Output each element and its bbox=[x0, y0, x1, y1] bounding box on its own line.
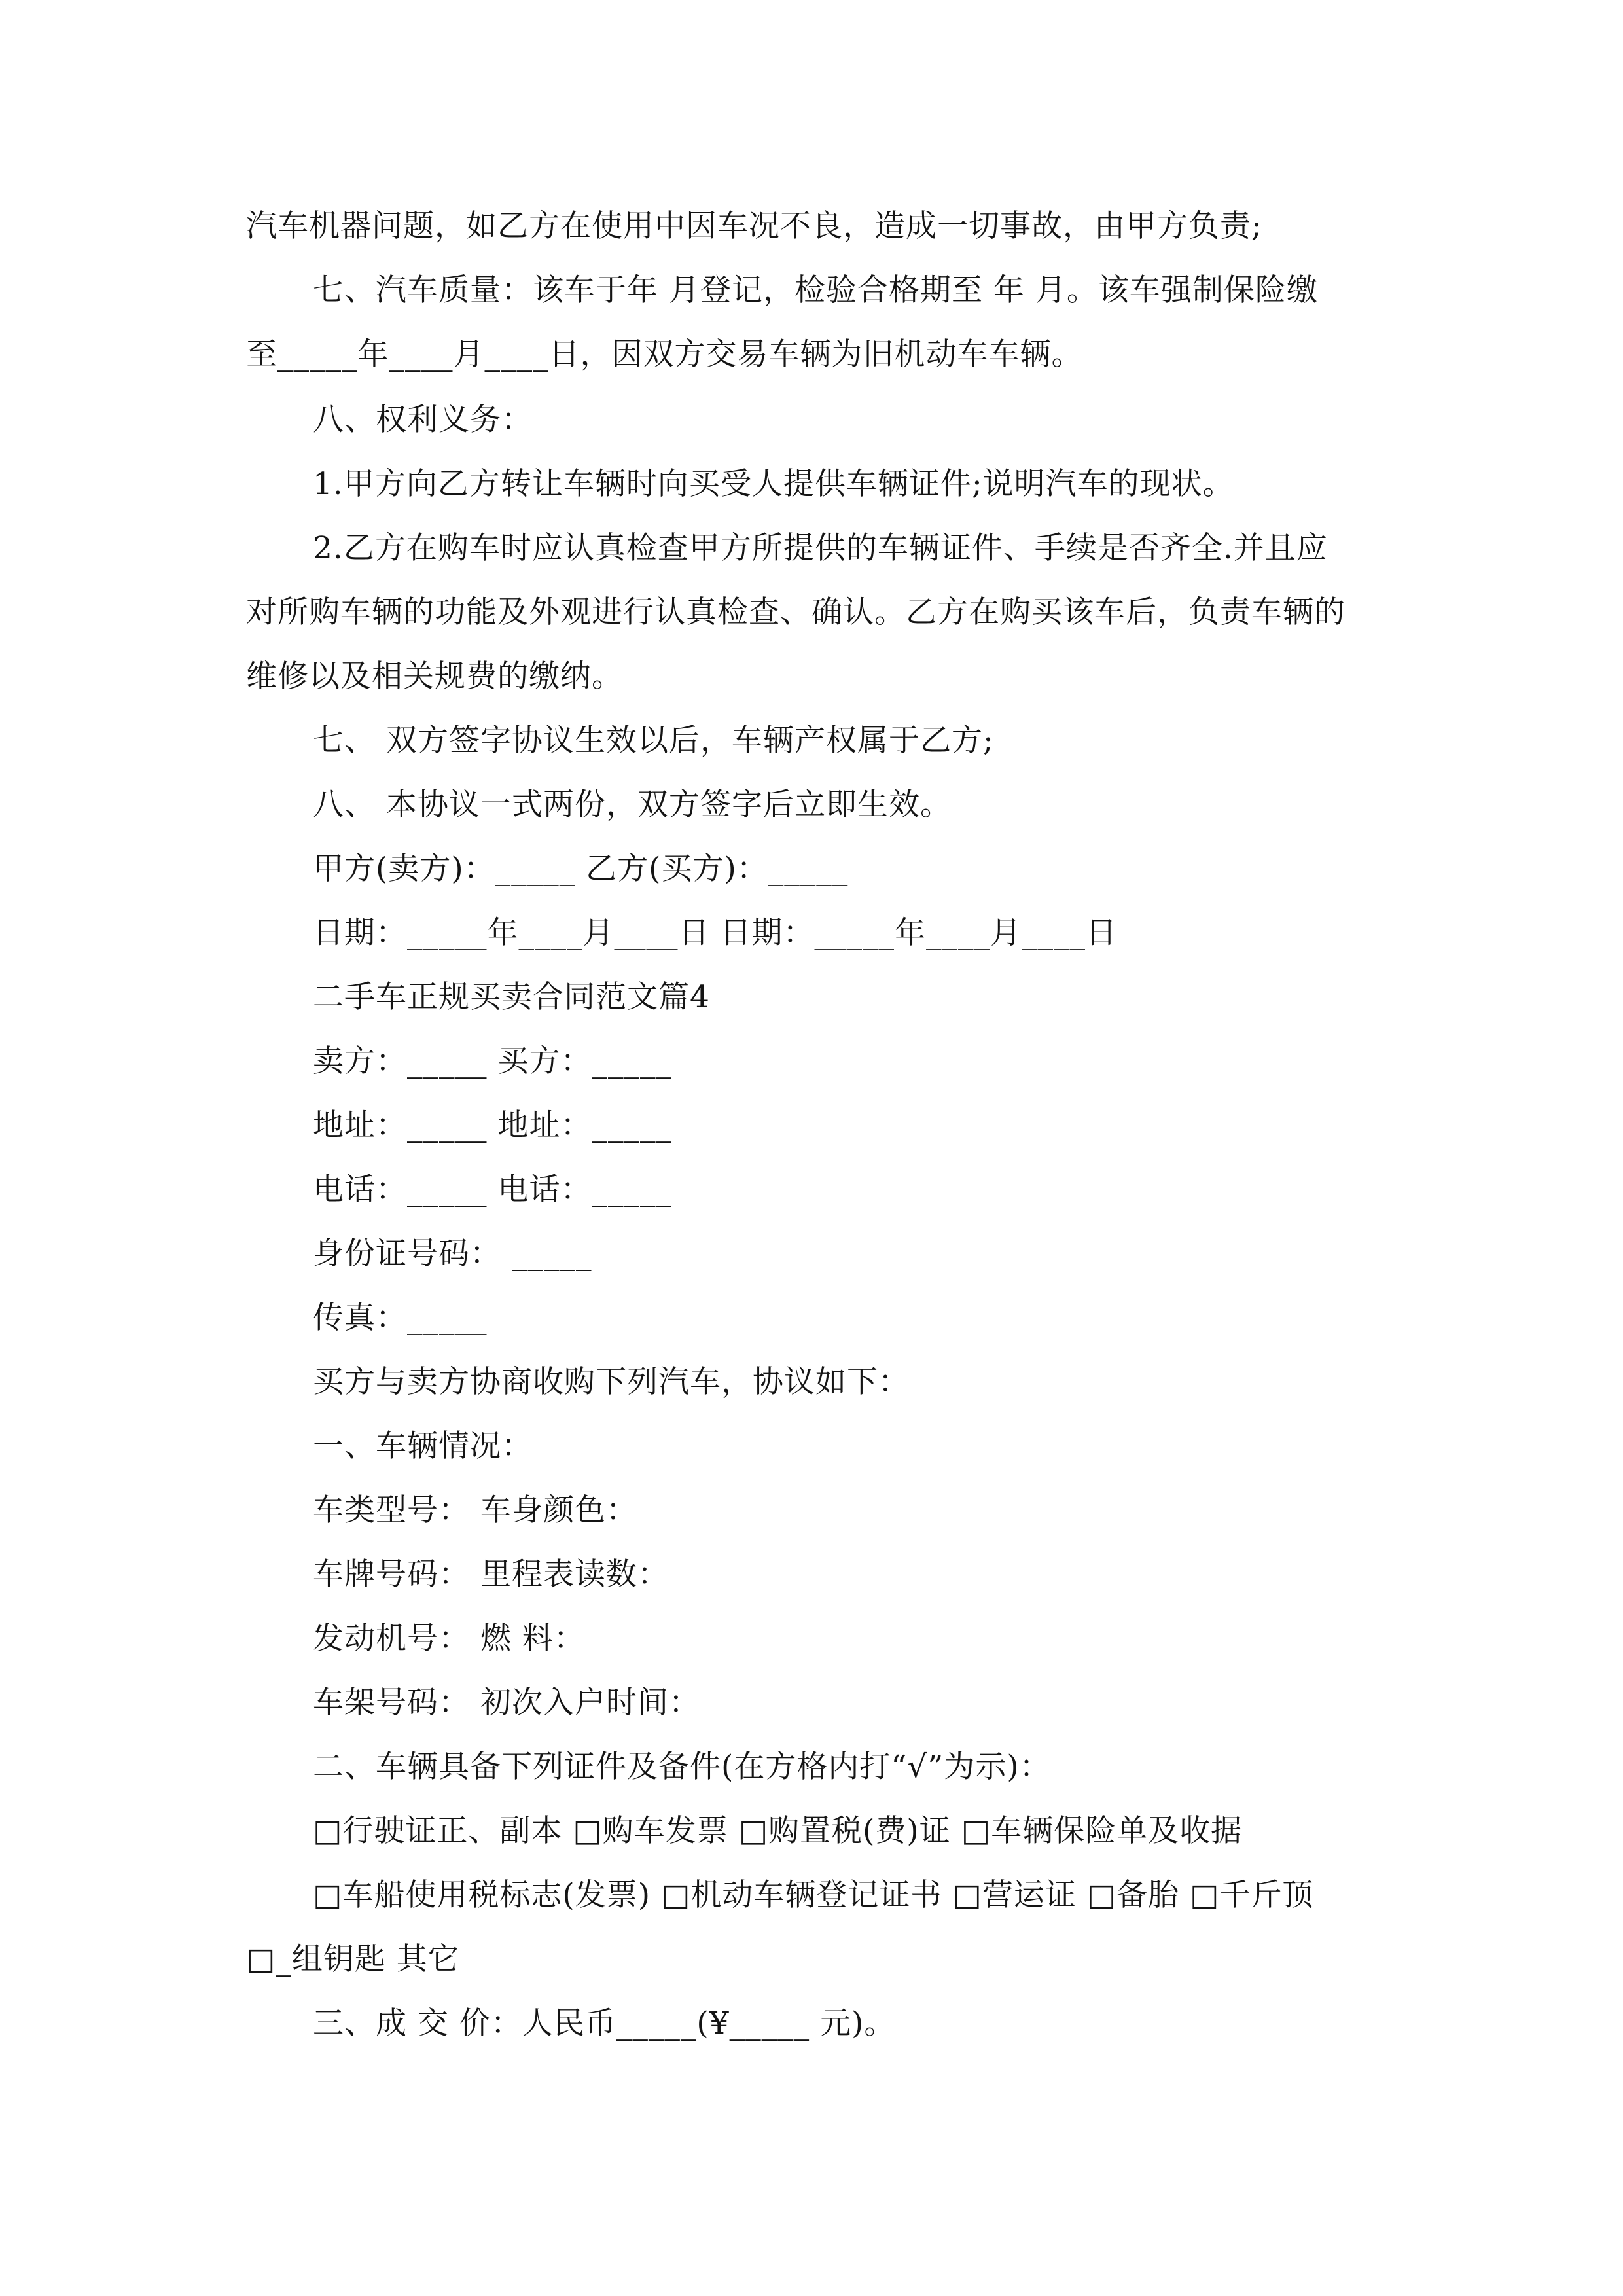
text-line: 传真：_____ bbox=[313, 1300, 488, 1336]
text-line: 至_____年____月____日，因双方交易车辆为旧机动车车辆。 bbox=[246, 336, 1083, 372]
text-line: 车架号码： 初次入户时间： bbox=[313, 1685, 700, 1721]
text-line: 1.甲方向乙方转让车辆时向买受人提供车辆证件;说明汽车的现状。 bbox=[313, 466, 1234, 502]
text-line: 电话：_____ 电话：_____ bbox=[313, 1172, 672, 1208]
checkbox-list-line: □行驶证正、副本 □购车发票 □购置税(费)证 □车辆保险单及收据 bbox=[313, 1813, 1243, 1849]
text-line: 七、 双方签字协议生效以后，车辆产权属于乙方; bbox=[313, 723, 994, 759]
checkbox-list-line: □车船使用税标志(发票) □机动车辆登记证书 □营运证 □备胎 □千斤顶 bbox=[313, 1877, 1314, 1913]
text-line: 卖方：_____ 买方：_____ bbox=[313, 1043, 672, 1079]
text-line: 对所购车辆的功能及外观进行认真检查、确认。乙方在购买该车后，负责车辆的 bbox=[246, 594, 1346, 630]
text-line: 七、汽车质量：该车于年 月登记，检验合格期至 年 月。该车强制保险缴 bbox=[313, 272, 1318, 308]
section-heading: 二手车正规买卖合同范文篇4 bbox=[313, 979, 710, 1015]
text-line: 二、车辆具备下列证件及备件(在方格内打“√”为示)： bbox=[313, 1749, 1051, 1785]
text-line: 甲方(卖方)：_____ 乙方(买方)：_____ bbox=[313, 851, 849, 887]
text-line: 车牌号码： 里程表读数： bbox=[313, 1556, 669, 1592]
text-line: 一、车辆情况： bbox=[313, 1428, 533, 1464]
text-line: 八、权利义务： bbox=[313, 402, 533, 438]
text-line: 发动机号： 燃 料： bbox=[313, 1621, 585, 1657]
text-line: 地址：_____ 地址：_____ bbox=[313, 1107, 672, 1143]
text-line: 三、成 交 价：人民币_____(¥_____ 元)。 bbox=[313, 2005, 896, 2041]
text-line: 日期：_____年____月____日 日期：_____年____月____日 bbox=[313, 915, 1117, 951]
text-line: 2.乙方在购车时应认真检查甲方所提供的车辆证件、手续是否齐全.并且应 bbox=[313, 530, 1328, 566]
text-line: 买方与卖方协商收购下列汽车，协议如下： bbox=[313, 1364, 910, 1400]
text-line: 维修以及相关规费的缴纳。 bbox=[246, 658, 623, 694]
text-line: 八、 本协议一式两份，双方签字后立即生效。 bbox=[313, 787, 952, 823]
text-line: 汽车机器问题，如乙方在使用中因车况不良，造成一切事故，由甲方负责; bbox=[246, 208, 1262, 244]
text-line: 身份证号码： _____ bbox=[313, 1236, 592, 1272]
checkbox-list-line: □_组钥匙 其它 bbox=[246, 1941, 459, 1977]
text-line: 车类型号： 车身颜色： bbox=[313, 1492, 637, 1528]
